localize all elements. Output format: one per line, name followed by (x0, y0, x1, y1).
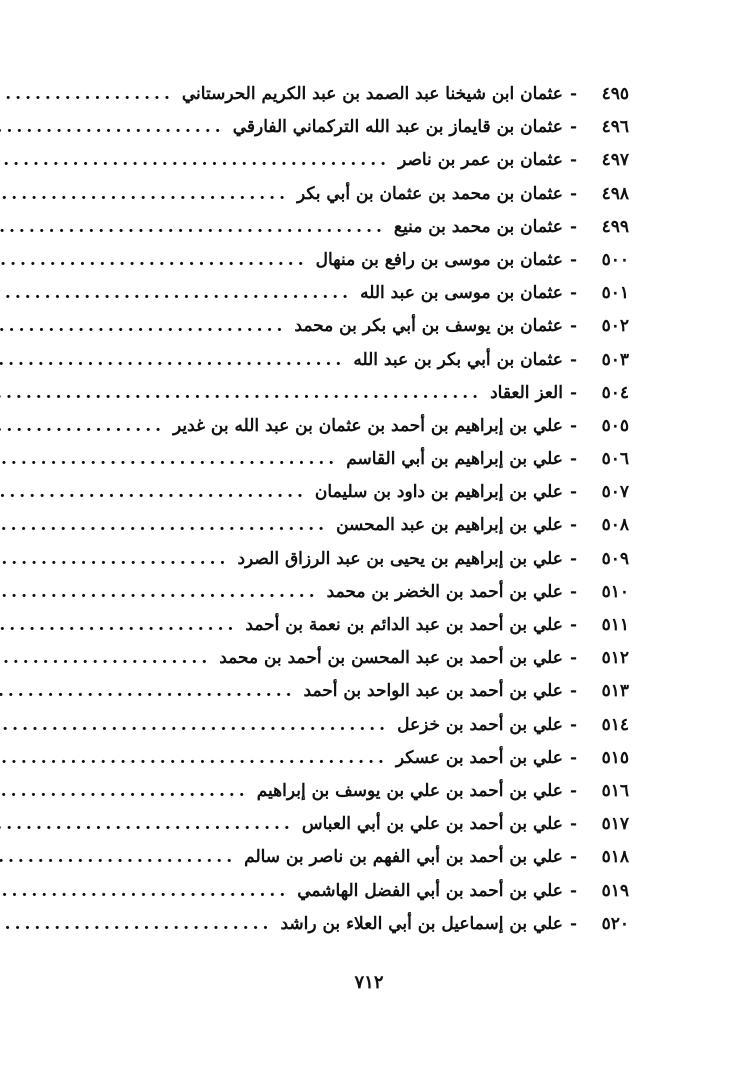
dot-leader (0, 350, 345, 370)
entry-number: ٥٠٨ (601, 515, 629, 536)
toc-entry (78, 117, 629, 150)
entry-separator: - (569, 714, 577, 735)
dot-leader (0, 615, 237, 635)
entry-separator: - (569, 747, 577, 768)
toc-entry (78, 482, 629, 515)
entry-name: علي بن أحمد بن عبد الواحد بن أحمد (303, 681, 563, 702)
entry-number: ٥١٥ (601, 747, 629, 768)
dot-leader (0, 748, 388, 768)
entry-name: علي بن أحمد بن عسكر (395, 747, 563, 768)
dot-leader (0, 715, 389, 735)
entry-separator: - (569, 482, 577, 503)
entry-name: علي بن إبراهيم بن أبي القاسم (346, 449, 563, 470)
dot-leader (0, 117, 225, 137)
dot-leader (0, 814, 294, 834)
entry-name: علي بن إبراهيم بن عبد المحسن (336, 515, 563, 536)
entry-number: ٥٠٣ (601, 349, 629, 370)
entry-name: علي بن أحمد بن عبد الدائم بن نعمة بن أحمد (245, 615, 563, 635)
toc-entry (78, 648, 629, 681)
toc-entry (78, 283, 629, 316)
toc-entry (78, 615, 629, 648)
entry-number: ٥٠٧ (601, 482, 629, 503)
entry-number: ٥١٨ (601, 847, 629, 868)
entry-number: ٤٩٦ (601, 117, 629, 138)
entry-separator: - (569, 648, 577, 669)
entry-name: عثمان بن يوسف بن أبي بكر بن محمد (294, 316, 563, 337)
toc-entry (78, 814, 629, 847)
entry-name: عثمان ابن شيخنا عبد الصمد بن عبد الكريم الحرستاني (181, 84, 563, 104)
entry-separator: - (569, 316, 577, 337)
entry-name: علي بن أحمد بن خزعل (397, 714, 563, 735)
entry-name: عثمان بن أبي بكر بن عبد الله (353, 349, 563, 370)
entry-name: عثمان بن موسى بن رافع بن منهال (315, 249, 563, 270)
entry-name: عثمان بن عمر بن ناصر (398, 150, 563, 171)
entry-number: ٤٩٥ (601, 84, 629, 104)
entry-name: علي بن أحمد بن عبد المحسن بن أحمد بن محمد (219, 648, 563, 669)
entry-separator: - (569, 249, 577, 270)
toc-entry (78, 549, 629, 582)
toc-entry (78, 449, 629, 482)
dot-leader (0, 449, 338, 469)
entry-separator: - (569, 515, 577, 536)
toc-entry (78, 350, 629, 383)
dot-leader (0, 150, 390, 170)
entry-number: ٥١٢ (601, 648, 629, 669)
entry-separator: - (569, 283, 577, 304)
toc-entry (78, 681, 629, 714)
entry-number: ٤٩٨ (601, 183, 629, 204)
entry-separator: - (569, 847, 577, 868)
entry-number: ٤٩٧ (601, 150, 629, 171)
entry-separator: - (569, 415, 577, 436)
entry-number: ٥١٣ (601, 681, 629, 702)
entry-separator: - (569, 84, 577, 104)
table-of-contents (78, 84, 629, 947)
dot-leader (0, 184, 289, 204)
entry-number: ٥٠٩ (601, 548, 629, 569)
dot-leader (0, 316, 286, 336)
entry-number: ٥٠٤ (601, 382, 629, 403)
dot-leader (0, 549, 229, 569)
toc-entry (78, 416, 629, 449)
entry-number: ٥١١ (601, 615, 629, 635)
toc-entry (78, 914, 629, 947)
entry-separator: - (569, 615, 577, 635)
entry-number: ٥١٤ (601, 714, 629, 735)
entry-name: علي بن أحمد بن الخضر بن محمد (326, 581, 563, 602)
page-number: ٧١٢ (354, 972, 384, 993)
toc-entry (78, 250, 629, 283)
toc-entry (78, 316, 629, 349)
entry-number: ٥١٩ (601, 880, 629, 901)
entry-number: ٥٠٦ (601, 449, 629, 470)
toc-entry (78, 847, 629, 880)
entry-number: ٥٢٠ (601, 913, 629, 934)
dot-leader (0, 250, 308, 270)
entry-name: علي بن إبراهيم بن يحيى بن عبد الرزاق الصرد (237, 548, 563, 569)
entry-number: ٥١٠ (601, 581, 629, 602)
entry-separator: - (569, 183, 577, 204)
dot-leader (0, 482, 307, 502)
entry-name: عثمان بن محمد بن عثمان بن أبي بكر (297, 183, 563, 204)
entry-separator: - (569, 814, 577, 835)
entry-separator: - (569, 382, 577, 403)
entry-name: علي بن إبراهيم بن أحمد بن عثمان بن عبد الله بن غدير (173, 415, 563, 436)
entry-separator: - (569, 913, 577, 934)
toc-entry (78, 781, 629, 814)
entry-separator: - (569, 349, 577, 370)
toc-entry (78, 715, 629, 748)
toc-entry (78, 881, 629, 914)
entry-separator: - (569, 780, 577, 801)
dot-leader (0, 881, 289, 901)
dot-leader (0, 217, 386, 237)
dot-leader (0, 781, 249, 801)
dot-leader (0, 416, 165, 436)
entry-name: عثمان بن موسى بن عبد الله (360, 283, 563, 304)
entry-name: علي بن أحمد بن أبي الفهم بن ناصر بن سالم (244, 847, 563, 868)
toc-entry (78, 150, 629, 183)
entry-number: ٥١٧ (601, 814, 629, 835)
entry-separator: - (569, 150, 577, 171)
entry-number: ٥٠٢ (601, 316, 629, 337)
entry-name: علي بن أحمد بن أبي الفضل الهاشمي (297, 880, 563, 901)
entry-number: ٥٠١ (601, 283, 629, 304)
toc-entry (78, 184, 629, 217)
dot-leader (0, 383, 482, 403)
toc-entry (78, 383, 629, 416)
entry-name: العز العقاد (490, 382, 563, 403)
entry-separator: - (569, 117, 577, 138)
dot-leader (0, 648, 211, 668)
entry-name: علي بن أحمد بن علي بن أبي العباس (301, 814, 563, 835)
dot-leader (0, 914, 272, 934)
entry-number: ٥٠٠ (601, 249, 629, 270)
toc-entry (78, 84, 629, 117)
dot-leader (0, 582, 319, 602)
dot-leader (0, 515, 328, 535)
entry-name: عثمان بن قايماز بن عبد الله التركماني الفارقي (232, 117, 563, 138)
entry-separator: - (569, 216, 577, 237)
entry-separator: - (569, 548, 577, 569)
dot-leader (0, 84, 174, 104)
entry-number: ٤٩٩ (601, 216, 629, 237)
toc-entry (78, 217, 629, 250)
entry-name: علي بن أحمد بن علي بن يوسف بن إبراهيم (256, 780, 563, 801)
toc-entry (78, 582, 629, 615)
entry-name: علي بن إبراهيم بن داود بن سليمان (314, 482, 563, 503)
entry-number: ٥٠٥ (601, 415, 629, 436)
entry-separator: - (569, 681, 577, 702)
dot-leader (0, 681, 296, 701)
entry-separator: - (569, 880, 577, 901)
dot-leader (0, 283, 352, 303)
entry-separator: - (569, 581, 577, 602)
toc-entry (78, 748, 629, 781)
entry-number: ٥١٦ (601, 780, 629, 801)
dot-leader (0, 847, 236, 867)
entry-name: عثمان بن محمد بن منيع (393, 216, 563, 237)
entry-separator: - (569, 449, 577, 470)
toc-entry (78, 515, 629, 548)
entry-name: علي بن إسماعيل بن أبي العلاء بن راشد (280, 913, 563, 934)
